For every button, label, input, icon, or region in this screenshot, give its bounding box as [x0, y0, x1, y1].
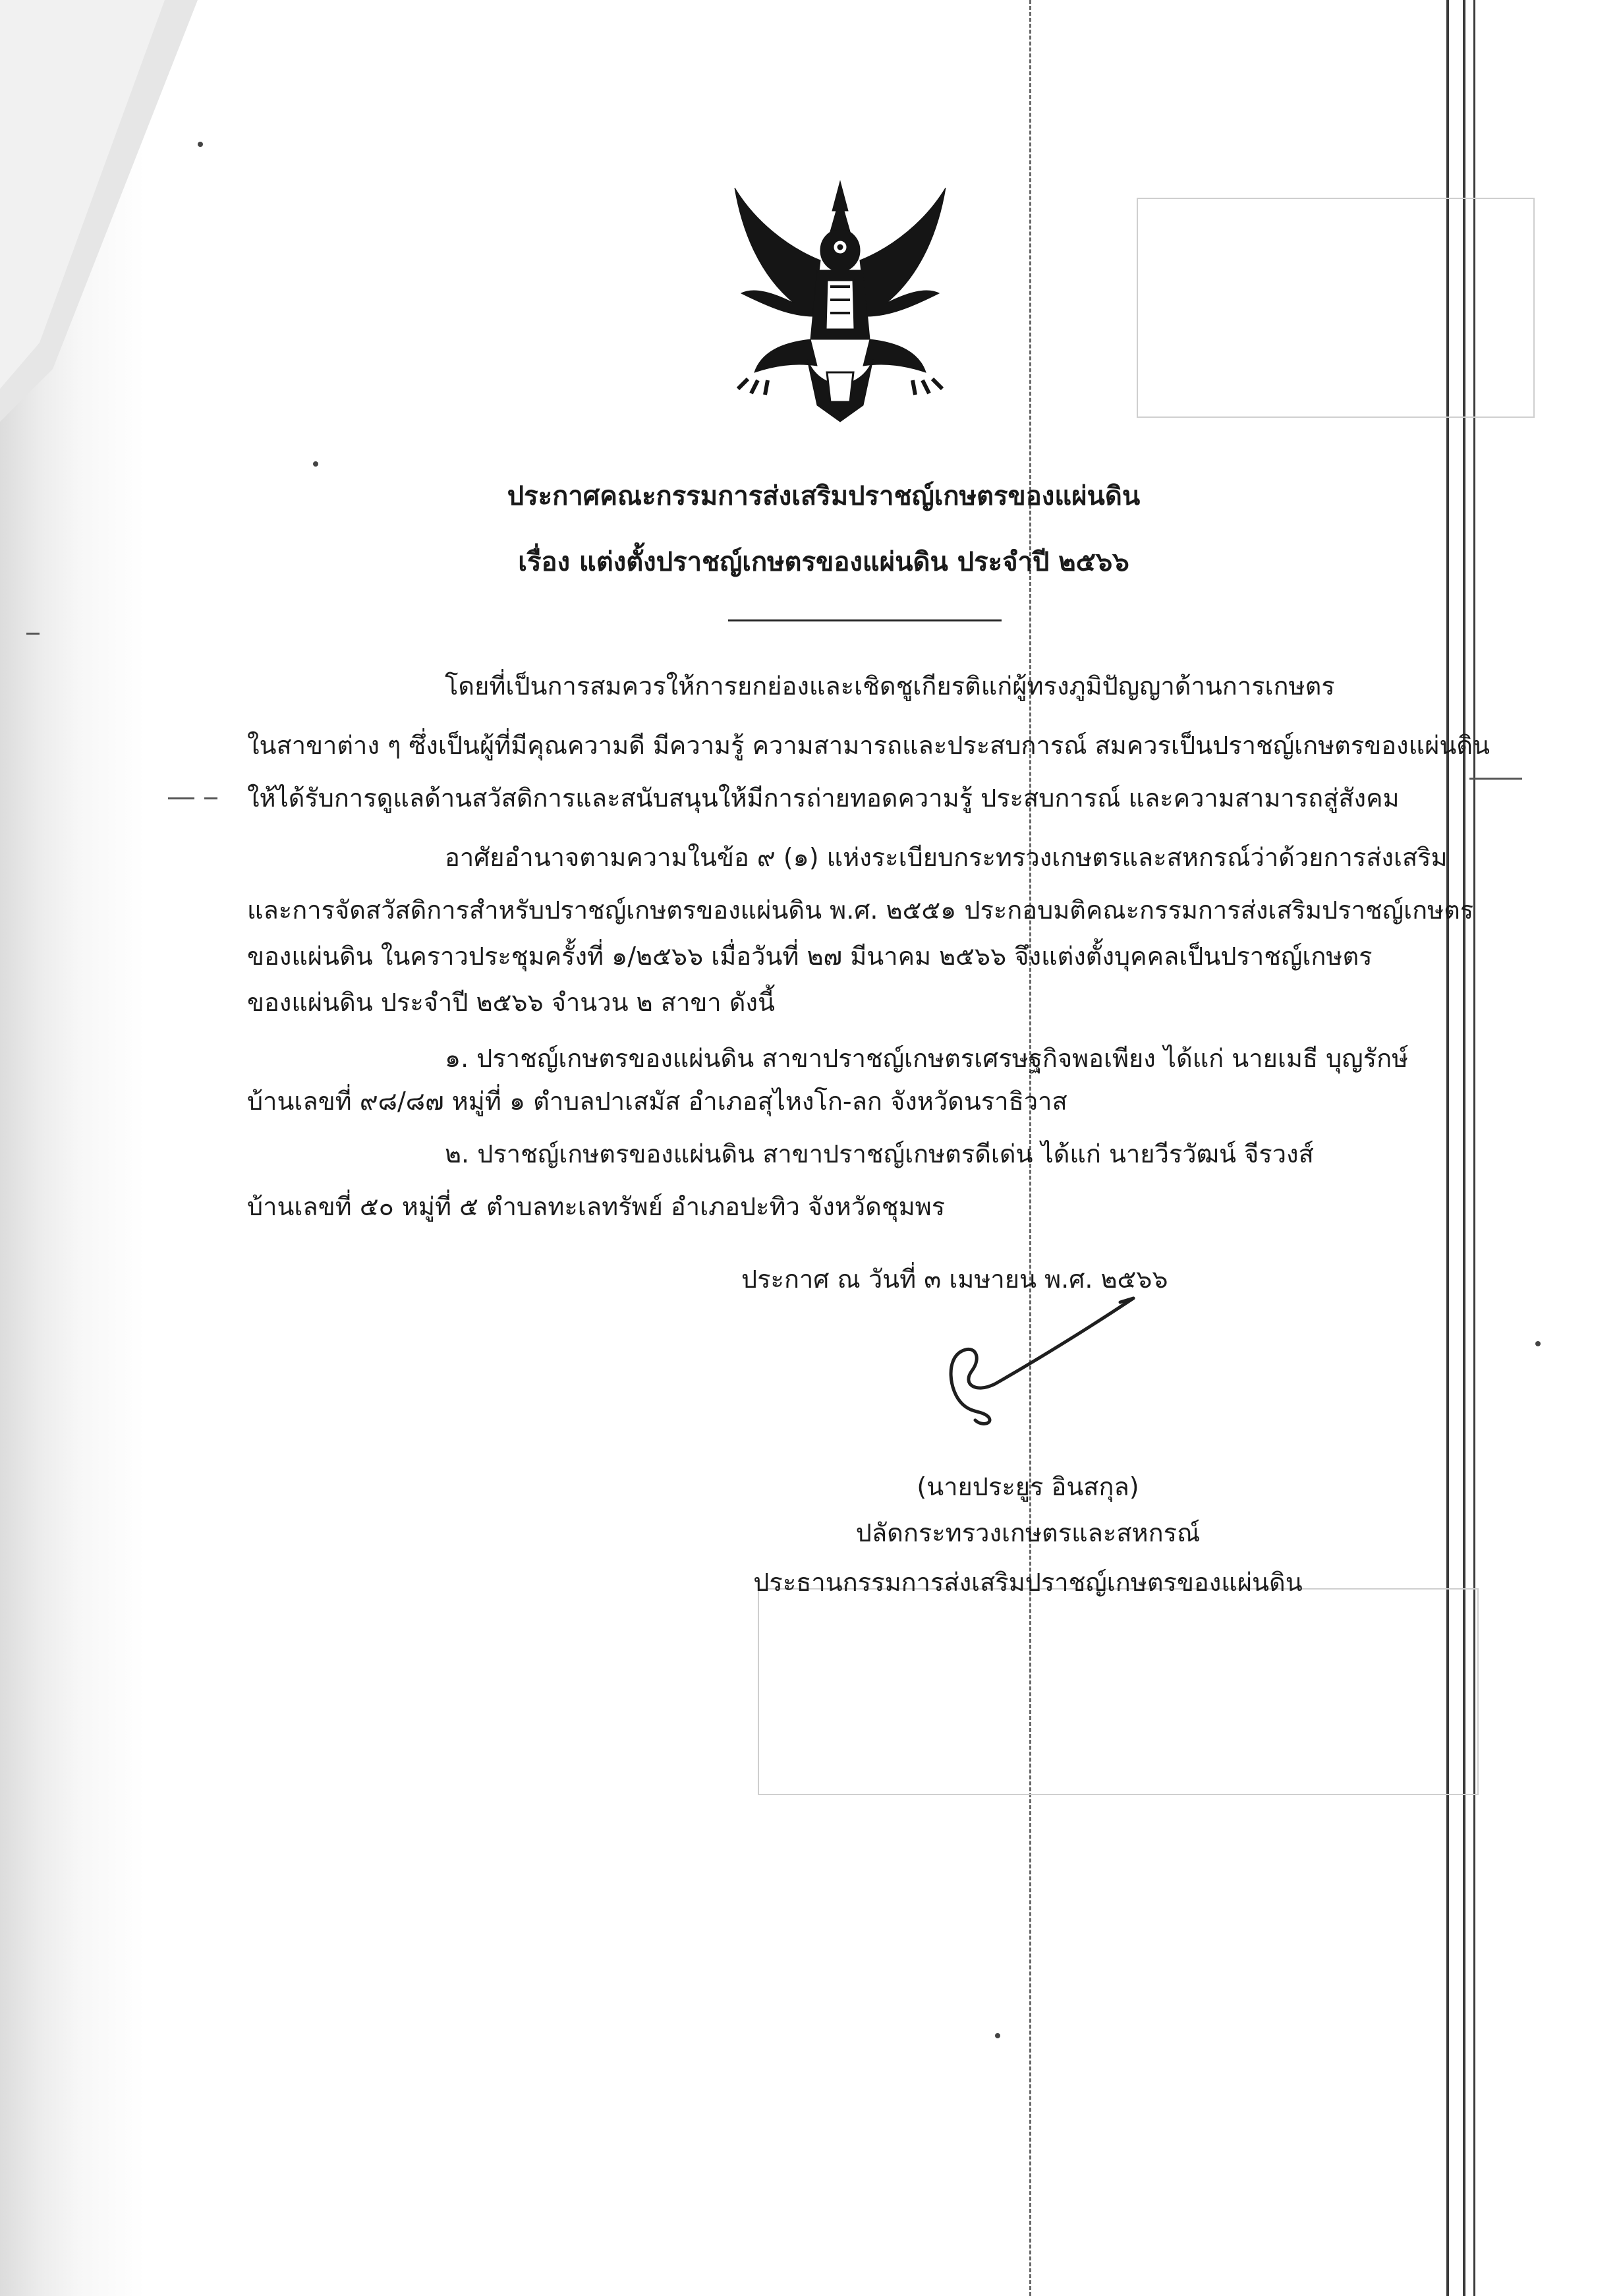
garuda-emblem-icon — [728, 175, 952, 425]
paragraph-1-line-1: โดยที่เป็นการสมควรให้การยกย่องและเชิดชูเกียรติแก่ผู้ทรงภูมิปัญญาด้านการเกษตร — [445, 672, 1335, 701]
appointee-2-line-1: ๒. ปราชญ์เกษตรของแผ่นดิน สาขาปราชญ์เกษตรดีเด่น ได้แก่ นายวีรวัฒน์ จีรวงส์ — [445, 1139, 1314, 1168]
signatory-committee-role: ประธานกรรมการส่งเสริมปราชญ์เกษตรของแผ่นดิน — [753, 1568, 1303, 1597]
paragraph-1-line-2: ในสาขาต่าง ๆ ซึ่งเป็นผู้ที่มีคุณความดี มีความรู้ ความสามารถและประสบการณ์ สมควรเป็นปราชญ์เกษตรของแผ่นดิน — [247, 731, 1490, 760]
announcement-subject: เรื่อง แต่งตั้งปราชญ์เกษตรของแผ่นดิน ประจำปี ๒๕๖๖ — [518, 547, 1129, 577]
paragraph-2-line-1: อาศัยอำนาจตามความในข้อ ๙ (๑) แห่งระเบียบกระทรวงเกษตรและสหกรณ์ว่าด้วยการส่งเสริม — [445, 843, 1448, 872]
appointee-1-line-2: บ้านเลขที่ ๙๘/๘๗ หมู่ที่ ๑ ตำบลปาเสมัส อำเภอสุไหงโก-ลก จังหวัดนราธิวาส — [247, 1087, 1067, 1116]
signatory-name: (นายประยูร อินสกุล) — [917, 1472, 1139, 1501]
appointee-1-line-1: ๑. ปราชญ์เกษตรของแผ่นดิน สาขาปราชญ์เกษตรเศรษฐกิจพอเพียง ได้แก่ นายเมธี บุญรักษ์ — [445, 1044, 1409, 1073]
signatory-position: ปลัดกระทรวงเกษตรและสหกรณ์ — [855, 1518, 1201, 1547]
paragraph-2-line-4: ของแผ่นดิน ประจำปี ๒๕๖๖ จำนวน ๒ สาขา ดังนี้ — [247, 988, 775, 1017]
handwritten-signature — [936, 1285, 1147, 1443]
paragraph-1-line-3: ให้ได้รับการดูแลด้านสวัสดิการและสนับสนุนให้มีการถ่ายทอดความรู้ ประสบการณ์ และความสามารถสู่สังคม — [247, 784, 1400, 813]
paragraph-2-line-3: ของแผ่นดิน ในคราวประชุมครั้งที่ ๑/๒๕๖๖ เมื่อวันที่ ๒๗ มีนาคม ๒๕๖๖ จึงแต่งตั้งบุคคลเป็นปราชญ์เกษตร — [247, 942, 1373, 971]
paragraph-2-line-2: และการจัดสวัสดิการสำหรับปราชญ์เกษตรของแผ่นดิน พ.ศ. ๒๕๕๑ ประกอบมติคณะกรรมการส่งเสริมปราชญ์เกษตร — [247, 896, 1474, 925]
announcement-title: ประกาศคณะกรรมการส่งเสริมปราชญ์เกษตรของแผ่นดิน — [507, 481, 1141, 511]
appointee-2-line-2: บ้านเลขที่ ๕๐ หมู่ที่ ๕ ตำบลทะเลทรัพย์ อำเภอปะทิว จังหวัดชุมพร — [247, 1192, 946, 1221]
title-underline — [728, 619, 1002, 621]
announcement-date: ประกาศ ณ วันที่ ๓ เมษายน พ.ศ. ๒๕๖๖ — [741, 1265, 1168, 1294]
